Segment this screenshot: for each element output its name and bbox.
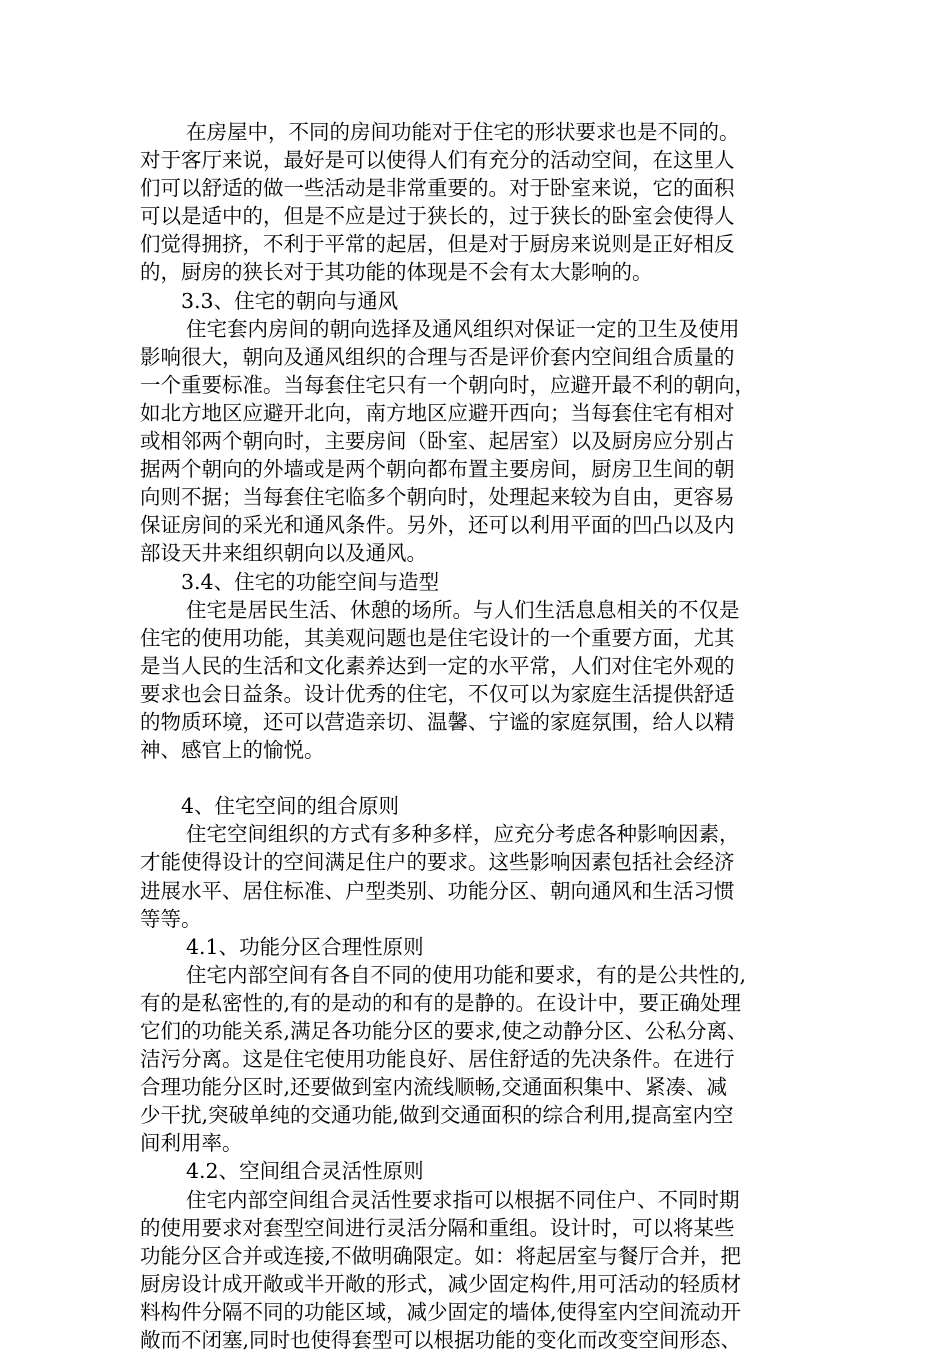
paragraph-line: 可以是适中的，但是不应是过于狭长的，过于狭长的卧室会使得人 — [140, 204, 735, 229]
paragraph-line: 合理功能分区时,还要做到室内流线顺畅,交通面积集中、紧凑、减 — [140, 1075, 728, 1100]
paragraph-line: 在房屋中，不同的房间功能对于住宅的形状要求也是不同的。 — [186, 120, 740, 144]
paragraph-line: 的使用要求对套型空间进行灵活分隔和重组。设计时，可以将某些 — [140, 1215, 735, 1240]
paragraph-line: 是当人民的生活和文化素养达到一定的水平常，人们对住宅外观的 — [140, 653, 735, 678]
section-heading: 4、住宅空间的组合原则 — [181, 794, 400, 819]
paragraph-line: 住宅的使用功能，其美观问题也是住宅设计的一个重要方面，尤其 — [140, 625, 735, 650]
paragraph-line: 如北方地区应避开北向，南方地区应避开西向；当每套住宅有相对 — [140, 400, 735, 425]
paragraph-line: 据两个朝向的外墙或是两个朝向都布置主要房间，厨房卫生间的朝 — [140, 457, 735, 482]
paragraph-line: 厨房设计成开敞或半开敞的形式，减少固定构件,用可活动的轻质材 — [140, 1271, 742, 1296]
section-heading: 4.2、空间组合灵活性原则 — [186, 1159, 424, 1184]
paragraph-line: 住宅内部空间组合灵活性要求指可以根据不同住户、不同时期 — [186, 1187, 740, 1212]
paragraph-line: 料构件分隔不同的功能区域，减少固定的墙体,使得室内空间流动开 — [140, 1299, 742, 1324]
paragraph-line: 住宅内部空间有各自不同的使用功能和要求，有的是公共性的, — [186, 962, 747, 987]
paragraph-line: 洁污分离。这是住宅使用功能良好、居住舒适的先决条件。在进行 — [140, 1047, 735, 1072]
paragraph-line: 保证房间的采光和通风条件。另外，还可以利用平面的凹凸以及内 — [140, 513, 735, 538]
paragraph-line: 才能使得设计的空间满足住户的要求。这些影响因素包括社会经济 — [140, 850, 735, 875]
section-heading: 4.1、功能分区合理性原则 — [186, 934, 424, 959]
document-page — [140, 118, 820, 1354]
paragraph-line: 的物质环境，还可以营造亲切、温馨、宁谧的家庭氛围，给人以精 — [140, 709, 735, 734]
section-heading: 3.4、住宅的功能空间与造型 — [181, 569, 440, 594]
paragraph-line: 进展水平、居住标准、户型类别、功能分区、朝向通风和生活习惯 — [140, 878, 735, 903]
paragraph-line: 们可以舒适的做一些活动是非常重要的。对于卧室来说，它的面积 — [140, 176, 735, 201]
paragraph-line: 功能分区合并或连接,不做明确限定。如：将起居室与餐厅合并，把 — [140, 1243, 742, 1268]
paragraph-line: 住宅空间组织的方式有多种多样，应充分考虑各种影响因素， — [186, 822, 740, 847]
paragraph-line: 要求也会日益条。设计优秀的住宅，不仅可以为家庭生活提供舒适 — [140, 681, 735, 706]
paragraph-line: 等等。 — [140, 906, 202, 931]
paragraph-line: 一个重要标准。当每套住宅只有一个朝向时，应避开最不利的朝向， — [140, 372, 755, 397]
paragraph-line: 它们的功能关系,满足各功能分区的要求,使之动静分区、公私分离、 — [140, 1019, 748, 1043]
paragraph-line: 神、感官上的愉悦。 — [140, 738, 325, 763]
paragraph-line: 住宅是居民生活、休憩的场所。与人们生活息息相关的不仅是 — [186, 597, 740, 622]
paragraph-line: 对于客厅来说，最好是可以使得人们有充分的活动空间，在这里人 — [140, 148, 735, 173]
blank-line — [140, 764, 820, 792]
paragraph-line: 们觉得拥挤，不利于平常的起居，但是对于厨房来说则是正好相反 — [140, 232, 735, 257]
paragraph-line: 影响很大，朝向及通风组织的合理与否是评价套内空间组合质量的 — [140, 344, 735, 369]
paragraph-line: 少干扰,突破单纯的交通功能,做到交通面积的综合利用,提高室内空 — [140, 1103, 734, 1128]
paragraph-line: 间利用率。 — [140, 1131, 243, 1156]
paragraph-line: 或相邻两个朝向时，主要房间（卧室、起居室）以及厨房应分别占 — [140, 429, 735, 454]
paragraph-line: 的，厨房的狭长对于其功能的体现是不会有太大影响的。 — [140, 260, 653, 285]
paragraph-line: 向则不据；当每套住宅临多个朝向时，处理起来较为自由，更容易 — [140, 485, 735, 510]
section-heading: 3.3、住宅的朝向与通风 — [181, 288, 399, 313]
paragraph-line: 敞而不闭塞,同时也使得套型可以根据功能的变化而改变空间形态、 — [140, 1328, 742, 1353]
paragraph-line: 住宅套内房间的朝向选择及通风组织对保证一定的卫生及使用 — [186, 316, 740, 341]
paragraph-line: 有的是私密性的,有的是动的和有的是静的。在设计中，要正确处理 — [140, 990, 742, 1015]
paragraph-line: 部设天井来组织朝向以及通风。 — [140, 541, 427, 566]
